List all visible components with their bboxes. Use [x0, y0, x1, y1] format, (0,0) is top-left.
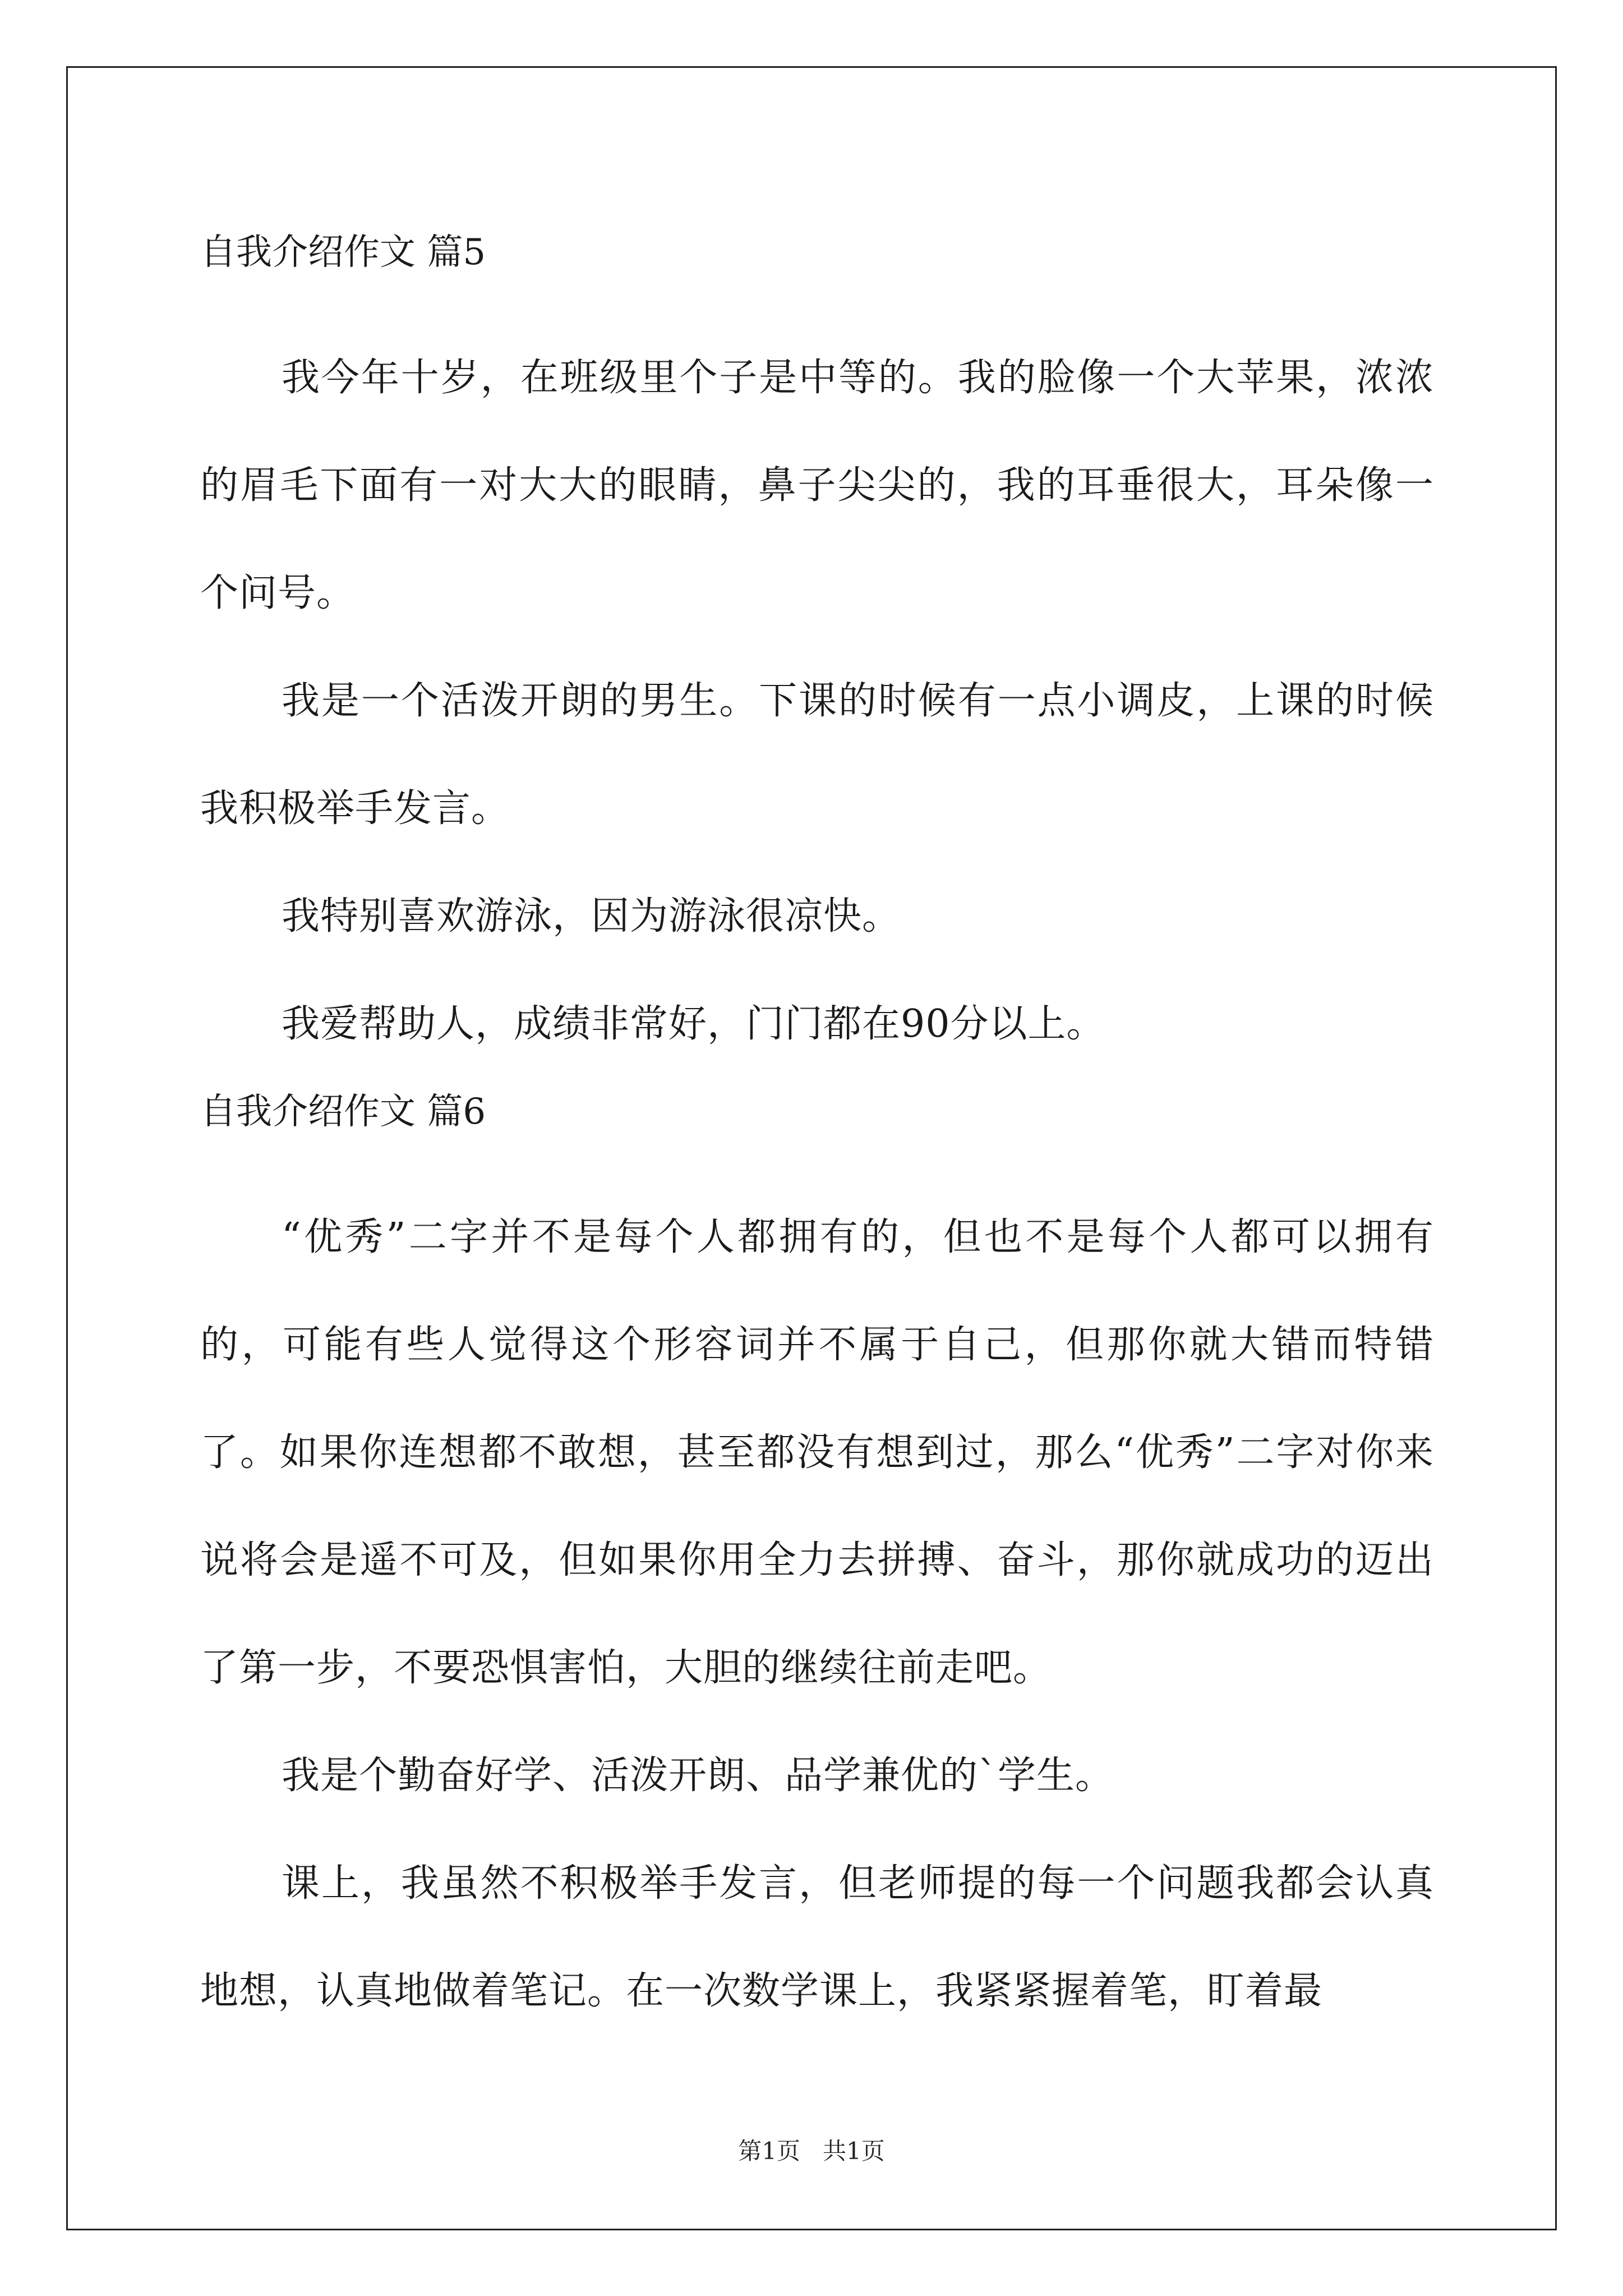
paragraph: 我是一个活泼开朗的男生。下课的时候有一点小调皮，上课的时候我积极举手发言。	[200, 679, 1434, 831]
paragraph: “优秀”二字并不是每个人都拥有的，但也不是每个人都可以拥有的，可能有些人觉得这个形容词并不属于自己，但那你就大错而特错了。如果你连想都不敢想，甚至都没有想到过，那么“优秀”二字对你来说将会是遥不可及，但如果你用全力去拼搏、奋斗，那你就成功的迈出了第一步，不要恐惧害怕，大胆的继续往前走吧。	[200, 1215, 1434, 1690]
document-body	[200, 219, 1434, 2045]
page-footer: 第1页 共1页	[738, 2137, 885, 2165]
paragraph: 我特别喜欢游泳，因为游泳很凉快。	[282, 894, 901, 938]
paragraph: 我是个勤奋好学、活泼开朗、品学兼优的`学生。	[282, 1754, 1114, 1798]
section-5	[200, 219, 1434, 1078]
section-heading: 自我介绍作文 篇5	[200, 232, 486, 273]
section-6	[200, 1078, 1434, 2045]
paragraph: 我爱帮助人，成绩非常好，门门都在90分以上。	[282, 1002, 1105, 1046]
paragraph: 课上，我虽然不积极举手发言，但老师提的每一个问题我都会认真地想，认真地做着笔记。在一次数学课上，我紧紧握着笔，盯着最	[200, 1861, 1434, 2013]
section-heading: 自我介绍作文 篇6	[200, 1091, 486, 1133]
paragraph: 我今年十岁，在班级里个子是中等的。我的脸像一个大苹果，浓浓的眉毛下面有一对大大的眼睛，鼻子尖尖的，我的耳垂很大，耳朵像一个问号。	[200, 356, 1434, 615]
